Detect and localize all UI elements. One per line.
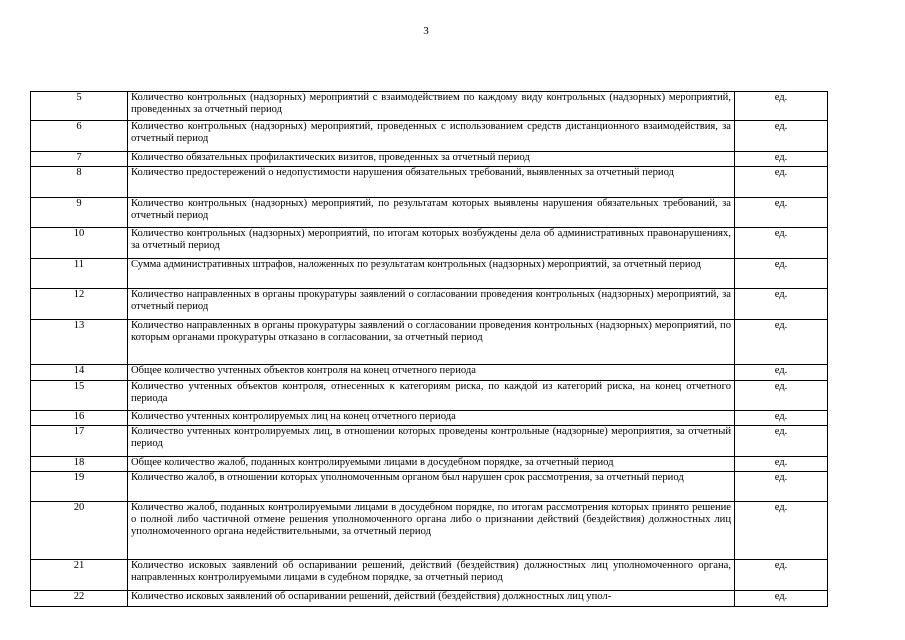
- row-description: Количество жалоб, в отношении которых уполномоченным органом был нарушен срок рассмотрения, за отчетный период: [128, 472, 735, 502]
- row-number: 17: [31, 426, 128, 457]
- row-unit: ед.: [735, 152, 828, 167]
- row-description: Количество контрольных (надзорных) мероприятий, по результатам которых выявлены нарушения обязательных требований, за отчетный период: [128, 198, 735, 228]
- table-row: [31, 381, 828, 411]
- row-description: Количество направленных в органы прокуратуры заявлений о согласовании проведения контрольных (надзорных) мероприятий, по которым органами прокуратуры отказано в согласовании, за отчетный период: [128, 320, 735, 365]
- table-row: [31, 591, 828, 607]
- row-number: 9: [31, 198, 128, 228]
- row-number: 11: [31, 259, 128, 289]
- table-row: [31, 426, 828, 457]
- row-unit: ед.: [735, 472, 828, 502]
- table-row: [31, 289, 828, 320]
- row-number: 20: [31, 502, 128, 560]
- row-number: 14: [31, 365, 128, 381]
- row-number: 7: [31, 152, 128, 167]
- row-unit: ед.: [735, 411, 828, 426]
- row-description: Количество исковых заявлений об оспаривании решений, действий (бездействия) должностных лиц уполномоченного органа, направленных контролируемыми лицами в судебном порядке, за отчетный период: [128, 560, 735, 591]
- table-row: [31, 152, 828, 167]
- row-number: 18: [31, 457, 128, 472]
- row-number: 8: [31, 167, 128, 198]
- row-unit: ед.: [735, 426, 828, 457]
- row-unit: ед.: [735, 259, 828, 289]
- row-unit: ед.: [735, 167, 828, 198]
- row-number: 6: [31, 121, 128, 152]
- row-number: 5: [31, 92, 128, 121]
- table-row: [31, 121, 828, 152]
- row-number: 16: [31, 411, 128, 426]
- row-unit: ед.: [735, 92, 828, 121]
- row-number: 10: [31, 228, 128, 259]
- table-row: [31, 457, 828, 472]
- row-number: 19: [31, 472, 128, 502]
- row-description: Количество предостережений о недопустимости нарушения обязательных требований, выявленных за отчетный период: [128, 167, 735, 198]
- table-row: [31, 411, 828, 426]
- row-description: Количество контрольных (надзорных) мероприятий с взаимодействием по каждому виду контрольных (надзорных) мероприятий, проведенных за отчетный период: [128, 92, 735, 121]
- table-row: [31, 365, 828, 381]
- row-description: Количество контрольных (надзорных) мероприятий, проведенных с использованием средств дистанционного взаимодействия, за отчетный период: [128, 121, 735, 152]
- row-description: Количество контрольных (надзорных) мероприятий, по итогам которых возбуждены дела об административных правонарушениях, за отчетный период: [128, 228, 735, 259]
- row-unit: ед.: [735, 198, 828, 228]
- table-row: [31, 320, 828, 365]
- row-description: Сумма административных штрафов, наложенных по результатам контрольных (надзорных) мероприятий, за отчетный период: [128, 259, 735, 289]
- row-number: 15: [31, 381, 128, 411]
- row-unit: ед.: [735, 121, 828, 152]
- row-unit: ед.: [735, 289, 828, 320]
- table-row: [31, 502, 828, 560]
- table-row: [31, 560, 828, 591]
- table-row: [31, 92, 828, 121]
- row-description: Количество учтенных контролируемых лиц на конец отчетного периода: [128, 411, 735, 426]
- row-unit: ед.: [735, 365, 828, 381]
- row-unit: ед.: [735, 591, 828, 607]
- row-description: Общее количество жалоб, поданных контролируемыми лицами в досудебном порядке, за отчетный период: [128, 457, 735, 472]
- indicators-table: [30, 91, 828, 607]
- row-description: Количество жалоб, поданных контролируемыми лицами в досудебном порядке, по итогам рассмотрения которых принято решение о полной либо частичной отмене решения уполномоченного органа либо о признании действий (бездействия) должностных лиц уполномоченного органа недействительными, за отчетный период: [128, 502, 735, 560]
- row-unit: ед.: [735, 457, 828, 472]
- row-number: 22: [31, 591, 128, 607]
- row-number: 21: [31, 560, 128, 591]
- row-description: Количество учтенных контролируемых лиц, в отношении которых проведены контрольные (надзорные) мероприятия, за отчетный период: [128, 426, 735, 457]
- row-number: 13: [31, 320, 128, 365]
- row-description: Количество направленных в органы прокуратуры заявлений о согласовании проведения контрольных (надзорных) мероприятий, за отчетный период: [128, 289, 735, 320]
- table-row: [31, 167, 828, 198]
- row-number: 12: [31, 289, 128, 320]
- row-unit: ед.: [735, 381, 828, 411]
- row-description: Количество обязательных профилактических визитов, проведенных за отчетный период: [128, 152, 735, 167]
- row-unit: ед.: [735, 502, 828, 560]
- table-row: [31, 228, 828, 259]
- row-description: Количество исковых заявлений об оспаривании решений, действий (бездействия) должностных лиц упол-: [128, 591, 735, 607]
- page-number: 3: [423, 25, 429, 37]
- row-description: Общее количество учтенных объектов контроля на конец отчетного периода: [128, 365, 735, 381]
- row-unit: ед.: [735, 228, 828, 259]
- row-unit: ед.: [735, 320, 828, 365]
- row-unit: ед.: [735, 560, 828, 591]
- table-row: [31, 198, 828, 228]
- table-row: [31, 259, 828, 289]
- row-description: Количество учтенных объектов контроля, отнесенных к категориям риска, по каждой из категорий риска, на конец отчетного периода: [128, 381, 735, 411]
- table-row: [31, 472, 828, 502]
